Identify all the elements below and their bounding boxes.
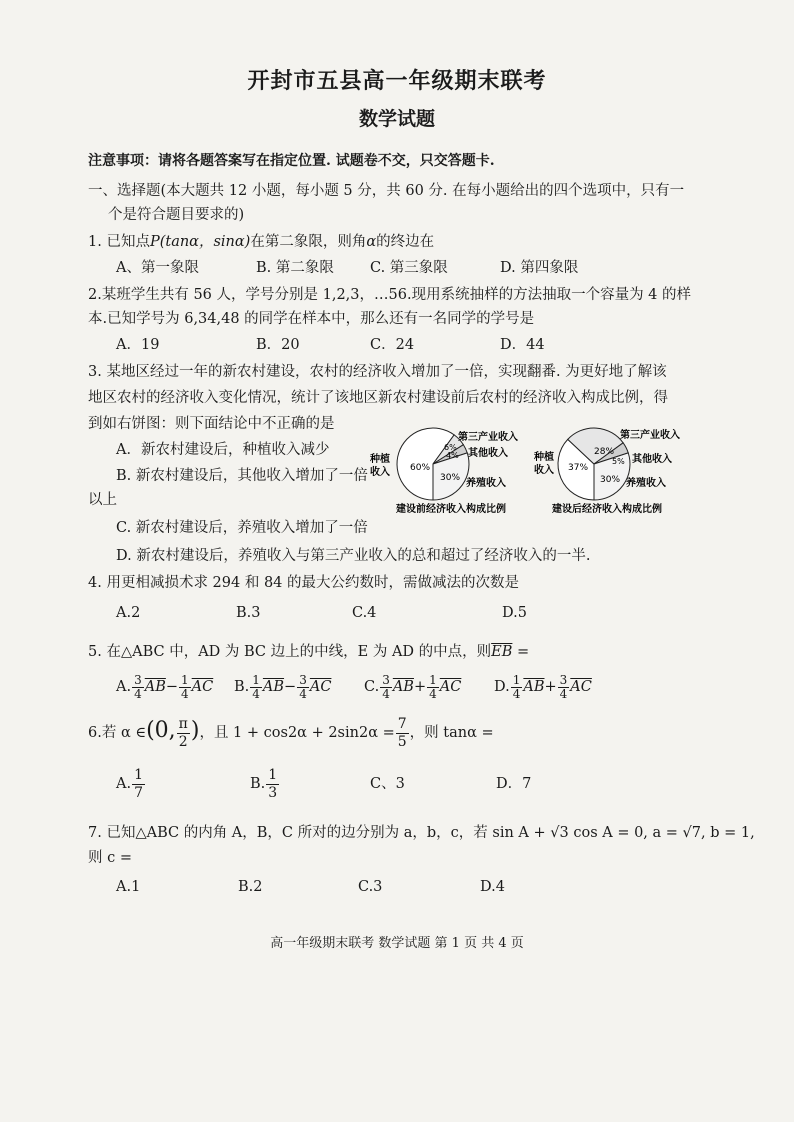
q4-option-b: B.3 [236,605,261,621]
q6-option-d: D．7 [496,776,532,792]
q7-option-c: C.3 [358,879,383,895]
before-crop-label: 种植 [370,454,390,465]
q6-options [116,766,531,802]
q3-line3: 到如右饼图：则下面结论中不正确的是 [88,416,335,432]
after-pct-breed: 30% [600,475,621,485]
q4-option-d: D.5 [502,605,527,621]
after-breed-label: 养殖收入 [626,478,666,489]
q3-line1: 3. 某地区经过一年的新农村建设，农村的经济收入增加了一倍，实现翻番. 为更好地了解该 [88,364,667,380]
section1-line2: 个是符合题目要求的) [108,207,245,223]
q1-option-a: A、第一象限 [116,260,199,276]
after-crop-label-2: 收入 [534,465,554,476]
q3-option-a: A．新农村建设后，种植收入减少 [116,442,330,458]
exam-subject: 数学试题 [358,108,435,130]
before-pct-other: 4% [446,451,459,460]
pie-charts [368,420,708,520]
q6-stem: 6.若 α ∈(0, $\frac{\pi}{2}$ )，且 1 + cos2α + 2sin2α = $\frac{7}{5}$ ，则 tanα = [88,715,494,750]
q1-options [116,258,578,278]
q3-option-b-cont: 以上 [88,492,117,508]
after-pct-crop: 37% [568,463,589,473]
q2-option-c: C．24 [370,337,415,353]
q5-option-c: C. $\frac{3}{4}$ $\overline{AB}+$ $\frac{1}{4}$ $\overline{AC}$ [364,672,462,701]
after-other-label: 其他收入 [632,454,672,465]
before-pct-crop: 60% [410,463,431,473]
before-crop-label-2: 收入 [370,467,390,478]
q3-option-b: B. 新农村建设后，其他收入增加了一倍 [116,468,368,484]
q1-option-d: D. 第四象限 [500,260,579,276]
q2-options [116,335,545,355]
q7-option-a: A.1 [116,879,141,895]
after-pct-other: 5% [612,457,625,466]
exam-title: 开封市五县高一年级期末联考 [247,68,547,94]
q3-option-d: D. 新农村建设后，养殖收入与第三产业收入的总和超过了经济收入的一半. [116,548,591,564]
q7-options [116,877,505,897]
after-chart-title: 建设后经济收入构成比例 [552,504,662,515]
q1-option-c: C. 第三象限 [370,260,448,276]
q4-options [116,603,527,623]
q2-option-a: A．19 [116,337,160,353]
q5-stem: 5. 在△ABC 中，AD 为 BC 边上的中线，E 为 AD 的中点，则$\overline{EB}$ = [88,644,530,660]
q2-line2: 本.已知学号为 6,34,48 的同学在样本中，那么还有一名同学的学号是 [88,311,535,327]
q5-option-d: D. $\frac{1}{4}$ $\overline{AB}+$ $\frac{3}{4}$ $\overline{AC}$ [494,672,592,701]
before-breed-label: 养殖收入 [466,478,506,489]
q2-line1: 2.某班学生共有 56 人，学号分别是 1,2,3，…56.现用系统抽样的方法抽取一个容量为 4 的样 [88,287,692,303]
before-tertiary-label: 第三产业收入 [458,432,518,443]
before-other-label: 其他收入 [468,448,508,459]
q5-option-a: A. $\frac{3}{4}$ $\overline{AB}-$ $\frac{1}{4}$ $\overline{AC}$ [116,672,214,701]
q7-option-d: D.4 [480,879,505,895]
q5-option-b: B. $\frac{1}{4}$ $\overline{AB}-$ $\frac{3}{4}$ $\overline{AC}$ [234,672,332,701]
q5-options [116,672,592,702]
after-pct-tertiary: 28% [594,447,615,457]
q7-line1: 7. 已知△ABC 的内角 A，B，C 所对的边分别为 a，b，c，若 sin A + √3 cos A = 0, a = √7, b = 1, [88,825,755,841]
q2-option-b: B．20 [256,337,300,353]
before-chart-title: 建设前经济收入构成比例 [396,504,506,515]
before-pct-breed: 30% [440,473,461,483]
section1-line1: 一、选择题(本大题共 12 小题，每小题 5 分，共 60 分. 在每小题给出的四个选项中，只有一 [88,183,685,199]
after-crop-label: 种植 [534,452,554,463]
q4-option-c: C.4 [352,605,377,621]
q7-line2: 则 c = [88,850,132,866]
q4-stem: 4. 用更相减损术求 294 和 84 的最大公约数时，需做减法的次数是 [88,575,520,591]
q1-option-b: B. 第二象限 [256,260,334,276]
page-footer: 高一年级期末联考 数学试题 第 1 页 共 4 页 [270,936,524,951]
q6-option-c: C、3 [370,776,405,792]
q4-option-a: A.2 [116,605,141,621]
before-pct-tertiary: 6% [444,443,457,452]
q1-stem: 1. 已知点P(tanα，sinα)在第二象限，则角α的终边在 [88,234,435,250]
q3-option-c: C. 新农村建设后，养殖收入增加了一倍 [116,520,368,536]
notice: 注意事项：请将各题答案写在指定位置. 试题卷不交，只交答题卡. [88,153,495,169]
q3-line2: 地区农村的经济收入变化情况，统计了该地区新农村建设前后农村的经济收入构成比例，得 [88,390,668,406]
q2-option-d: D．44 [500,337,545,353]
q7-option-b: B.2 [238,879,263,895]
q6-option-b: B. $\frac{1}{3}$ [250,766,278,801]
after-tertiary-label: 第三产业收入 [620,430,680,441]
q6-option-a: A. $\frac{1}{7}$ [116,766,144,801]
